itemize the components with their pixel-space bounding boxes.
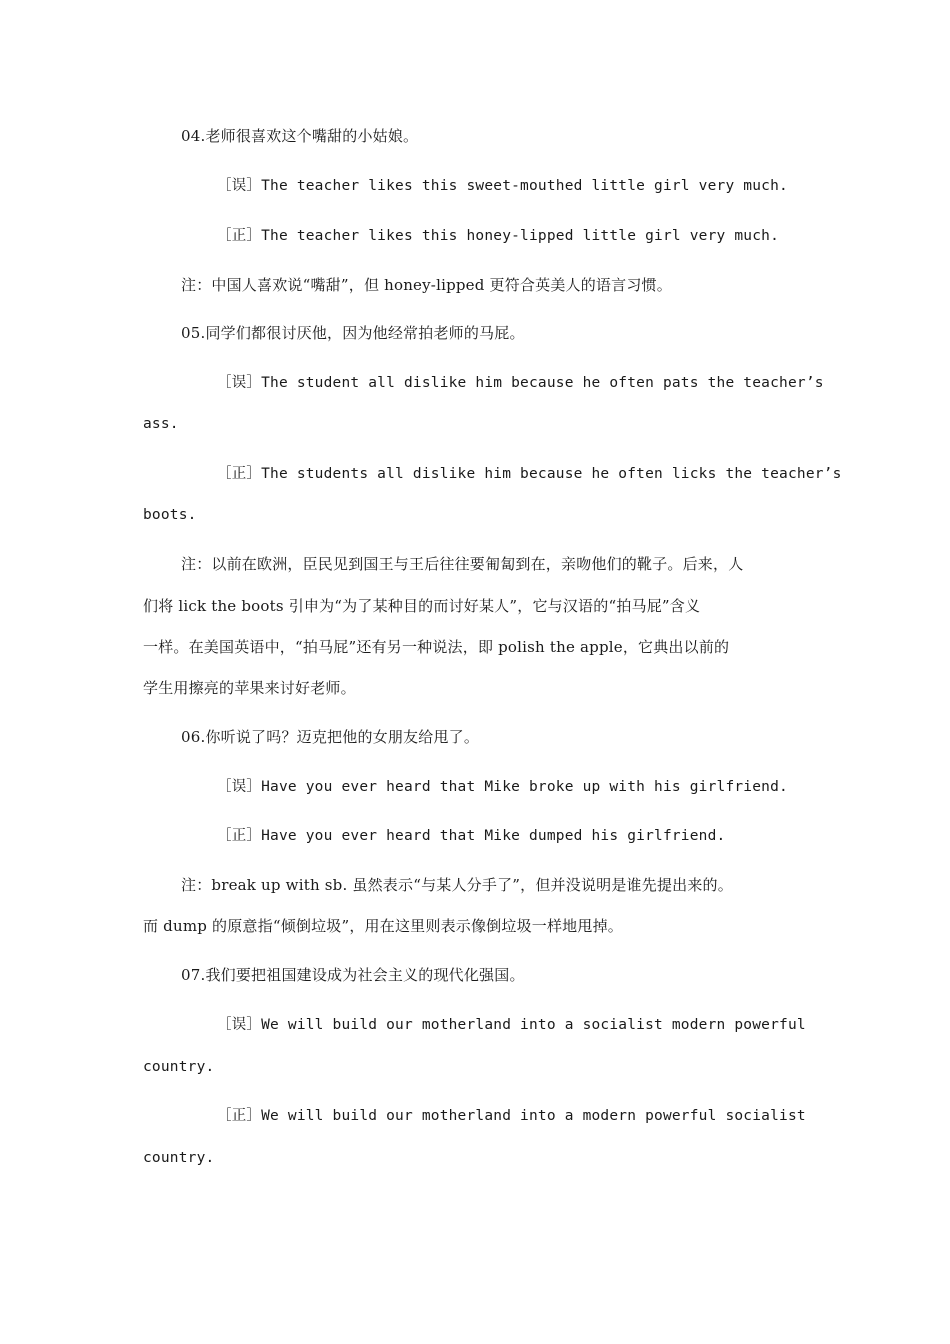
item-07-right-line2: country.: [143, 1150, 215, 1166]
item-07-wrong-line2: country.: [143, 1059, 215, 1075]
item-04-note: 注：中国人喜欢说“嘴甜”，但 honey-lipped 更符合英美人的语言习惯。: [181, 276, 672, 294]
item-05-note-line1: 注：以前在欧洲，臣民见到国王与王后往往要匍匐到在，亲吻他们的靴子。后来，人: [181, 555, 744, 573]
item-06-heading: 06.你听说了吗？迈克把他的女朋友给甩了。: [181, 728, 480, 746]
item-07-heading: 07.我们要把祖国建设成为社会主义的现代化强国。: [181, 966, 525, 984]
item-06-right: ［正］Have you ever heard that Mike dumped his girlfriend.: [217, 828, 726, 844]
item-05-wrong-line1: ［误］The student all dislike him because he often pats the teacher’s: [217, 375, 824, 391]
item-05-note-line2: 们将 lick the boots 引申为“为了某种目的而讨好某人”，它与汉语的“拍马屁”含义: [143, 597, 701, 615]
item-05-note-line3: 一样。在美国英语中，“拍马屁”还有另一种说法，即 polish the apple，它典出以前的: [143, 638, 730, 656]
item-07-right-line1: ［正］We will build our motherland into a modern powerful socialist: [217, 1108, 806, 1124]
item-04-right: ［正］The teacher likes this honey-lipped little girl very much.: [217, 228, 780, 244]
item-05-right-line1: ［正］The students all dislike him because he often licks the teacher’s: [217, 466, 842, 482]
item-06-wrong: ［误］Have you ever heard that Mike broke up with his girlfriend.: [217, 779, 788, 795]
item-05-right-line2: boots.: [143, 507, 197, 523]
item-04-wrong: ［误］The teacher likes this sweet-mouthed little girl very much.: [217, 178, 788, 194]
item-05-heading: 05.同学们都很讨厌他，因为他经常拍老师的马屁。: [181, 324, 525, 342]
item-06-note-line1: 注：break up with sb. 虽然表示“与某人分手了”，但并没说明是谁先提出来的。: [181, 876, 733, 894]
item-07-wrong-line1: ［误］We will build our motherland into a socialist modern powerful: [217, 1017, 806, 1033]
item-05-note-line4: 学生用擦亮的苹果来讨好老师。: [143, 679, 356, 697]
item-04-heading: 04.老师很喜欢这个嘴甜的小姑娘。: [181, 127, 419, 145]
item-05-wrong-line2: ass.: [143, 416, 179, 432]
item-06-note-line2: 而 dump 的原意指“倾倒垃圾”，用在这里则表示像倒垃圾一样地甩掉。: [143, 917, 623, 935]
